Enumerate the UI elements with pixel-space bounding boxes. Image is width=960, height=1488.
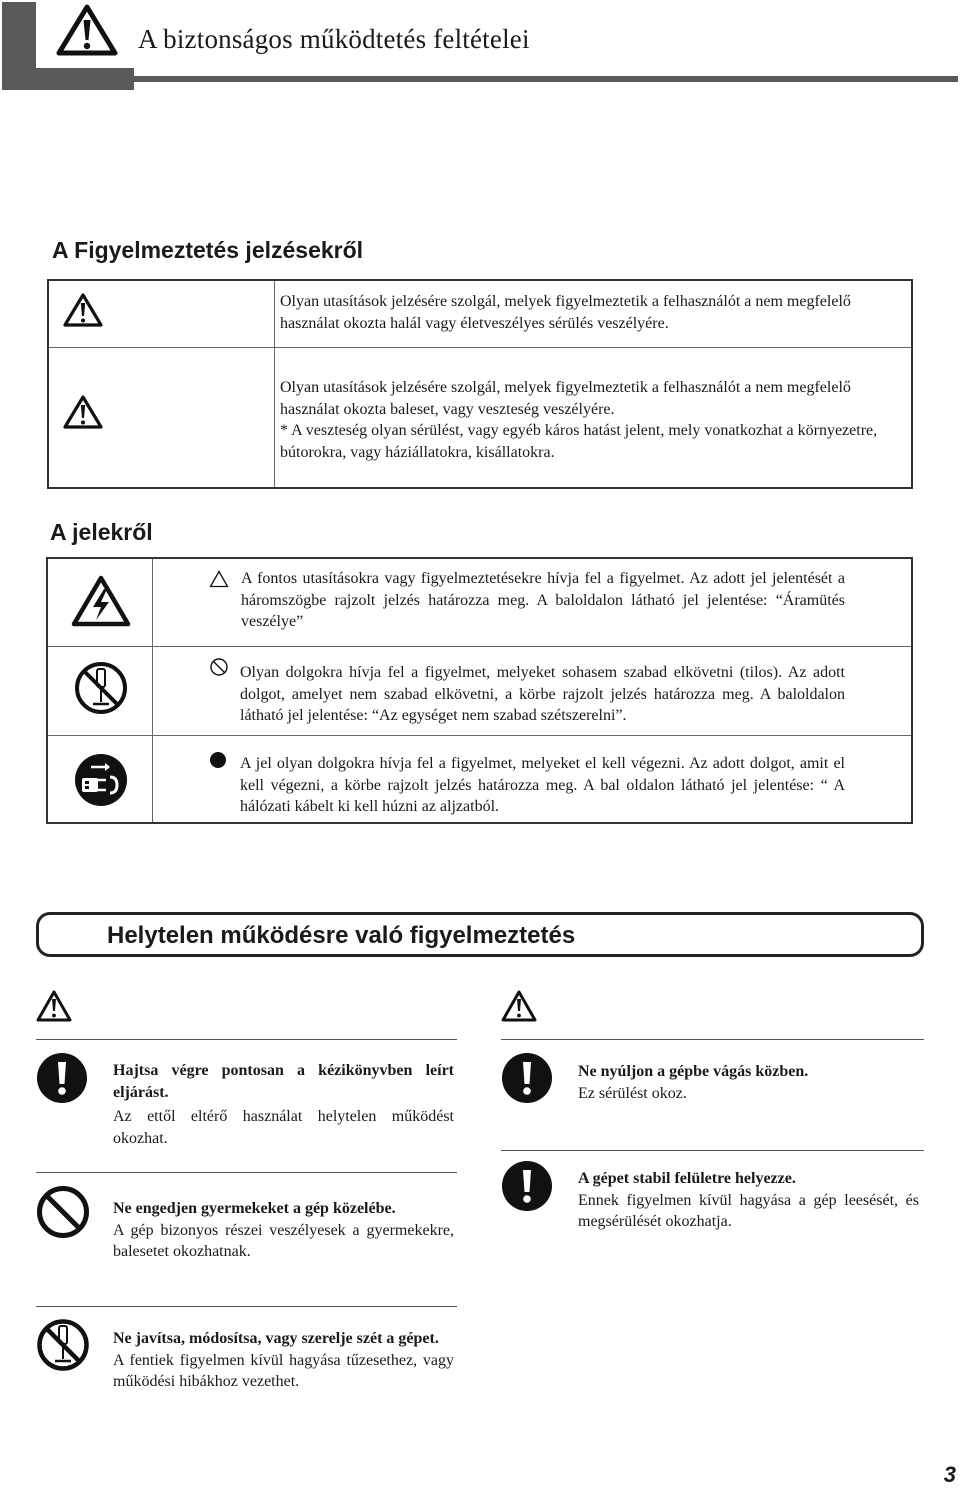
caution-text: Olyan utasítások jelzésére szolgál, melyek figyelmeztetik a felhasználót a nem megfelelő használat okozta baleset, vagy veszteség veszélyére. [280, 379, 851, 418]
warning-triangle-icon [56, 4, 118, 56]
table-divider [49, 347, 911, 348]
prohibition-icon [36, 1185, 90, 1239]
mandatory-icon [36, 1052, 88, 1104]
misuse-item [578, 1061, 919, 1104]
item-body: Ez sérülést okoz. [578, 1084, 687, 1102]
mandatory-icon [501, 1052, 553, 1104]
unplug-icon [73, 752, 129, 808]
divider [501, 1150, 924, 1151]
divider [36, 1306, 457, 1307]
prohibition-symbol-description: Olyan dolgokra hívja fel a figyelmet, melyeket sohasem szabad elkövetni (tilos). Az adott dolgot, amelyet nem szabad elkövetni, a körbe rajzolt jelzés határozza meg. A baloldalon látható jel jelentése: “Az egységet nem szabad szétszerelni”. [240, 664, 845, 724]
caution-triangle-outline-icon [209, 570, 229, 588]
symbols-heading: A jelekről [50, 519, 153, 545]
warnings-table [47, 279, 913, 489]
item-title: Ne engedjen gyermekeket a gép közelébe. [113, 1200, 396, 1217]
header-block [2, 2, 36, 90]
caution-symbol-description: A fontos utasításokra vagy figyelmeztetésekre hívja fel a figyelmet. Az adott jel jelentését a háromszögbe rajzolt jelzés határozza meg. A baloldalon látható jel jelentése: “Áramütés veszélye” [241, 570, 845, 630]
item-title: Ne nyúljon a gépbe vágás közben. [578, 1063, 809, 1080]
table-divider [152, 559, 153, 822]
prohibition-small-icon [209, 657, 229, 677]
item-title: A gépet stabil felületre helyezze. [578, 1170, 796, 1187]
divider [36, 1172, 457, 1173]
misuse-item [113, 1198, 454, 1263]
no-disassembly-icon [36, 1318, 90, 1372]
warning-triangle-icon [36, 990, 72, 1022]
warning-description: Olyan utasítások jelzésére szolgál, melyek figyelmeztetik a felhasználót a nem megfelelő használat okozta halál vagy életveszélyes sérülés veszélyére. [280, 293, 851, 332]
divider [501, 1039, 924, 1040]
caution-note: * A veszteség olyan sérülést, vagy egyéb káros hatást jelent, mely vonatkozhat a környezetre, bútorokra, vagy háziállatokra, kisállatokra. [280, 422, 878, 461]
caution-description [280, 377, 887, 463]
item-body: Az ettől eltérő használat helytelen működést okozhat. [113, 1108, 454, 1147]
table-divider [274, 281, 275, 487]
page-number: 3 [943, 1462, 956, 1487]
misuse-item [113, 1060, 454, 1149]
header-bar [36, 68, 134, 90]
page-title: A biztonságos működtetés feltételei [138, 24, 530, 54]
warning-triangle-icon [63, 293, 103, 327]
mandatory-symbol-description: A jel olyan dolgokra hívja fel a figyelmet, melyeket el kell végezni. Az adott dolgot, amit el kell végezni, a körbe rajzolt jelzés határozza meg. A bal oldalon látható jel jelentése: “ A hálózati kábelt ki kell húzni az aljzatból. [240, 755, 845, 815]
header-rule [134, 76, 958, 82]
misuse-heading: Helytelen működésre való figyelmeztetés [107, 922, 576, 949]
mandatory-dot-icon [209, 751, 227, 769]
misuse-item [578, 1168, 919, 1233]
divider [36, 1039, 457, 1040]
electric-shock-icon [71, 575, 131, 627]
item-body: A fentiek figyelmen kívül hagyása tűzesethez, vagy működési hibákhoz vezethet. [113, 1351, 454, 1390]
misuse-item [113, 1328, 454, 1393]
item-title: Ne javítsa, módosítsa, vagy szerelje szét a gépet. [113, 1330, 439, 1347]
table-divider [48, 646, 911, 647]
item-body: A gép bizonyos részei veszélyesek a gyermekekre, balesetet okozhatnak. [113, 1221, 454, 1260]
mandatory-icon [501, 1160, 553, 1212]
warning-triangle-icon [501, 990, 537, 1022]
symbols-table [46, 557, 913, 824]
table-divider [48, 735, 911, 736]
item-body: Ennek figyelmen kívül hagyása a gép leesését, és megsérülését okozhatja. [578, 1191, 919, 1230]
no-disassembly-icon [73, 660, 129, 716]
item-title: Hajtsa végre pontosan a kézikönyvben leírt eljárást. [113, 1062, 454, 1101]
caution-triangle-icon [63, 395, 103, 429]
warnings-heading: A Figyelmeztetés jelzésekről [52, 237, 364, 263]
